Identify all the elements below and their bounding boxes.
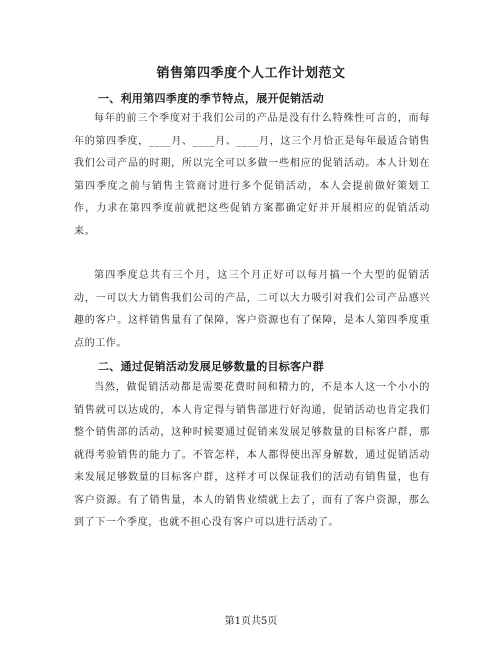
section-heading-1: 一、利用第四季度的季节特点，展开促销活动 [98,92,324,105]
section-heading-2: 二、通过促销活动发展足够数量的目标客户群 [98,360,324,373]
section2-paragraph-1: 当然，做促销活动都是需要花费时间和精力的，不是本人这一个小小的销售就可以达成的，本人肯定得与销售部进行好沟通，促销活动也肯定我们整个销售部的活动，这种时候要通过促销来发展足够数量的目标客户群，那就得考验销售的能力了。不管怎样，本人都得使出浑身解数，通过促销活动来发展足够数量的目标客户群，这样才可以保证我们的活动有销售量，也有客户资源。有了销售量，本人的销售业绩就上去了，而有了客户资源，那么到了下一个季度，也就不担心没有客户可以进行活动了。 [74,382,430,528]
document-title: 销售第四季度个人工作计划范文 [156,66,346,81]
page-number: 第1页共5页 [224,616,278,627]
section1-paragraph-2: 第四季度总共有三个月，这三个月正好可以每月搞一个大型的促销活动，一可以大力销售我们公司的产品，二可以大力吸引对我们公司产品感兴趣的客户。这样销售量有了保障，客户资源也有了保障，是本人第四季度重点的工作。 [74,270,430,349]
section1-paragraph-1: 每年的前三个季度对于我们公司的产品是没有什么特殊性可言的，而每年的第四季度，____月、____月、____月，这三个月恰正是每年最适合销售我们公司产品的时期，所以完全可以多做一些相应的促销活动。本人计划在第四季度之前与销售主管商讨进行多个促销活动，本人会提前做好策划工作，力求在第四季度前就把这些促销方案都确定好并开展相应的促销活动来。 [74,113,430,237]
